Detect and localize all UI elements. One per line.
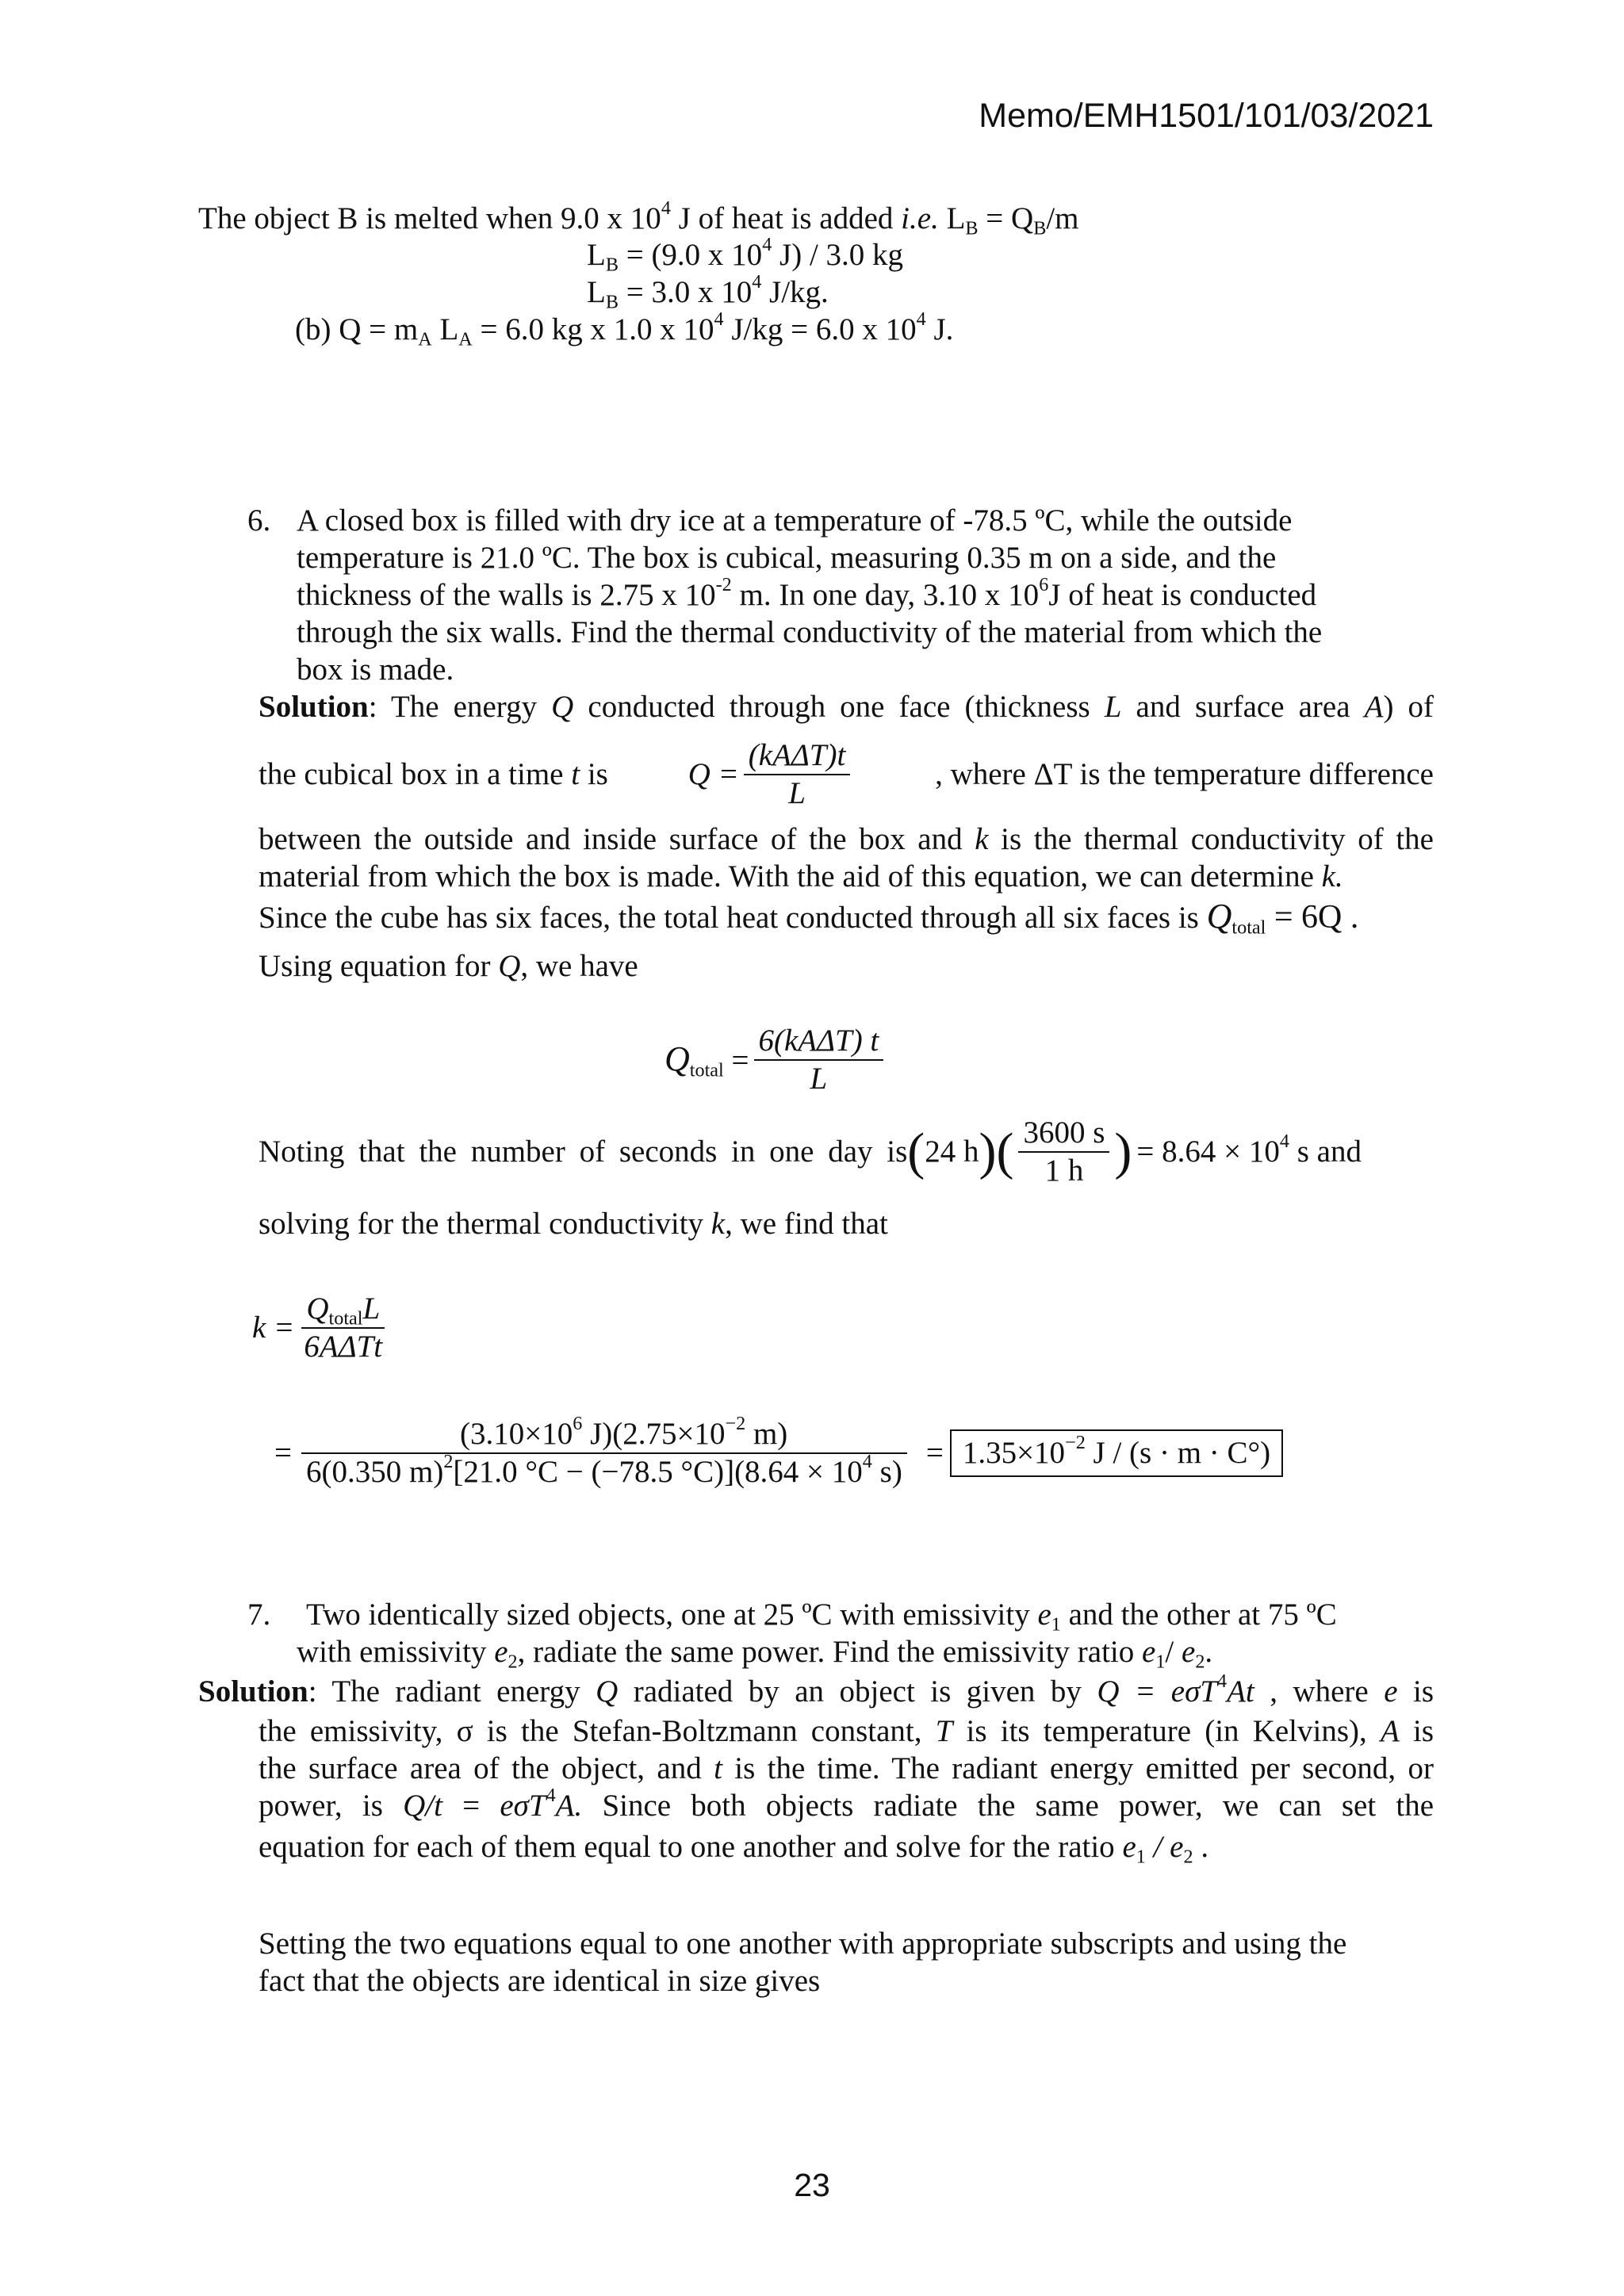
part-a-equation-2: $L_B = (9.0$ x $10^4$ J) / 3.0 kg xyxy=(587,233,904,276)
part-b-equation: (b) $Q = m_A$ $L_A = 6.0$ kg x 1.0 x $10^4$ J/kg = 6.0 x $10^4$ J. xyxy=(295,308,954,350)
energy-formula: Q = $\frac{\text{(kAΔT)t}}{L}$ xyxy=(688,737,856,812)
question-6-line-1: A closed box is filled with dry ice at a temperature of -78.5 ºC, while the outside xyxy=(297,503,1293,538)
q6-solution-line-6: Using equation for Q, we have xyxy=(259,949,638,983)
q7-paragraph-2-line-2: fact that the objects are identical in size gives xyxy=(259,1964,821,1998)
q7-solution-line-4: power, is Q/t = eσT$^4$A. Since both objects radiate the same power, we can set the xyxy=(259,1784,1434,1823)
question-7-number: 7. xyxy=(247,1598,271,1632)
q6-solution-line-3: between the outside and inside surface of the box and k is the thermal conductivity of the xyxy=(259,822,1434,856)
q7-solution-line-2: the emissivity, σ is the Stefan-Boltzmann constant, T is its temperature (in Kelvins), A is xyxy=(259,1714,1434,1748)
document-code: Memo/EMH1501/101/03/2021 xyxy=(979,97,1434,135)
q7-solution-line-1: Solution: The radiant energy Q radiated by an object is given by Q = eσT$^4$At , where e is xyxy=(198,1670,1434,1709)
q6-solution-line-1: Solution: The energy Q conducted through one face (thickness L and surface area A) of xyxy=(259,690,1434,724)
q6-solution-line-2: the cubical box in a time t is Q = $\frac{\text{(kAΔT)t}}{L}$ , where ΔT is the temperature difference xyxy=(259,738,1434,810)
q7-solution-line-5: equation for each of them equal to one another and solve for the ratio $e_1 / e_2$ . xyxy=(259,1830,1209,1868)
page-number: 23 xyxy=(794,2167,830,2203)
q-total-equation: $Q_{total}$ = $\frac{\text{6(kAΔT) t}}{L}$ xyxy=(665,1016,888,1104)
question-6-line-4: through the six walls. Find the thermal conductivity of the material from which the xyxy=(297,615,1323,649)
answer-box: $1.35\times 10^{-2}$ J / (s · m · C°) xyxy=(950,1429,1283,1477)
k-calculation: = $\frac{(3.10\times 10^6 J)(2.75\times 10^{-2} m)}{6(0.350 m)^2[21.0 ^\circ C - (-78.5 ^\circ C)](8.64 \times 10^4 s)}$ = $1.35\times 10^{-2}$ J / (s · m · C°) xyxy=(274,1410,1283,1497)
question-6-number: 6. xyxy=(247,503,271,538)
q6-solution-line-4: material from which the box is made. With the aid of this equation, we can determine k. xyxy=(259,859,1343,894)
question-6-line-3: thickness of the walls is 2.75 x $10^{-2}$ m. In one day, 3.10 x $10^6J$ of heat is conducted xyxy=(297,573,1317,612)
q7-paragraph-2-line-1: Setting the two equations equal to one another with appropriate subscripts and using the xyxy=(259,1927,1347,1961)
q6-solution-line-5: Since the cube has six faces, the total heat conducted through all six faces is $Q_{total} = 6Q$ . xyxy=(259,897,1359,939)
part-a-line-1: The object B is melted when 9.0 x $10^4$ J of heat is added i.e. $L_B = Q_B/m$ xyxy=(198,197,1079,239)
q6-solving-line: solving for the thermal conductivity k, we find that xyxy=(259,1207,888,1241)
question-6-line-5: box is made. xyxy=(297,652,454,687)
seconds-per-day-line: Noting that the number of seconds in one day is ( 24 h )( $\frac{3600 s}{1 h}$ ) = $8.64 \times 10^4$ s and xyxy=(259,1115,1362,1188)
question-6-line-2: temperature is 21.0 ºC. The box is cubical, measuring 0.35 m on a side, and the xyxy=(297,541,1277,575)
k-equation: k = $\frac{Q_{total}L}{\text{6AΔTt}}$ xyxy=(252,1284,392,1372)
question-7-line-2: with emissivity $e_2$, radiate the same power. Find the emissivity ratio $e_1/$ $e_2$. xyxy=(297,1635,1213,1673)
question-7-line-1: Two identically sized objects, one at 25 ºC with emissivity $e_1$ and the other at 75 ºC xyxy=(306,1598,1337,1636)
part-a-equation-3: $L_B = 3.0$ x $10^4$ J/kg. xyxy=(587,270,829,313)
q7-solution-line-3: the surface area of the object, and t is the time. The radiant energy emitted per second, or xyxy=(259,1751,1434,1785)
